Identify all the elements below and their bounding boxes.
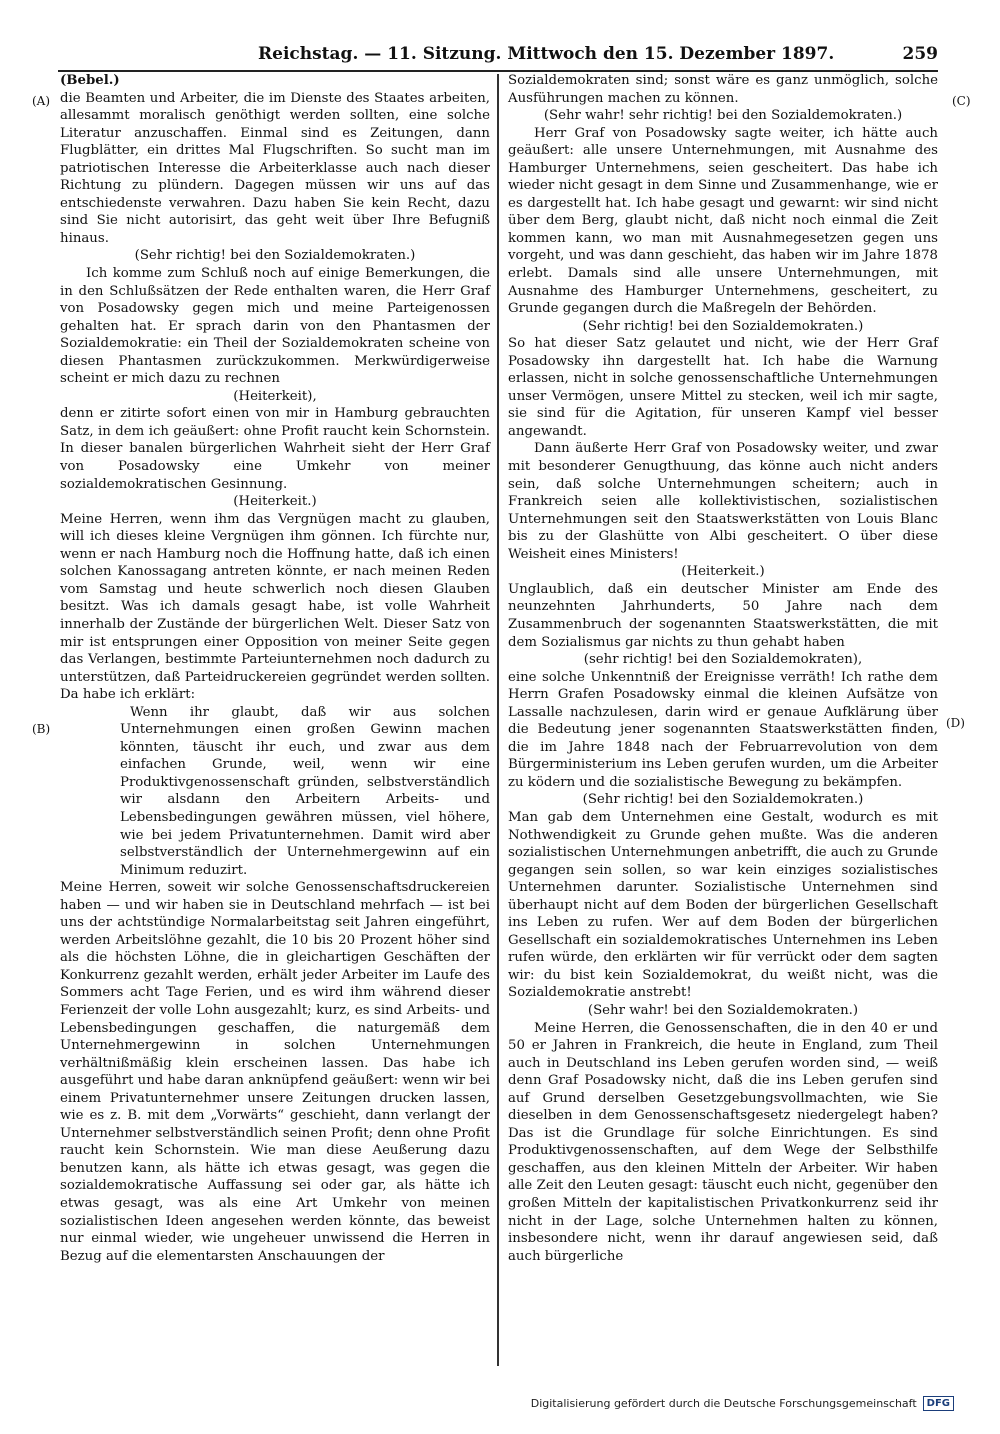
paragraph: Meine Herren, wenn ihm das Vergnügen macht zu glauben, will ich dieses kleine Vergnügen ihm gönnen. Ich fürchte nur, wenn er nach Hamburg noch die Hoffnung hatte, daß ich einen solchen Kanossagang antreten könnte, er nach meinen Reden vom Samstag und heute schwerlich noch diesen Glauben besitzt. Was ich damals gesagt habe, ist volle Wahrheit innerhalb der Zustände der bürgerlichen Welt. Dieser Satz von mir ist entsprungen einer Opposition von meiner Seite gegen das Verlangen, bestimmte Parteiunternehmen noch dadurch zu unterstützen, daß Parteidruckereien gegründet werden sollten. Da habe ich erklärt: (60, 511, 490, 703)
dfg-logo: DFG (923, 1396, 954, 1411)
interjection: (Heiterkeit.) (233, 494, 317, 510)
running-title: Reichstag. — 11. Sitzung. Mittwoch den 15. Dezember 1897. (258, 44, 835, 64)
speaker-name: (Bebel.) (60, 73, 120, 88)
paragraph: So hat dieser Satz gelautet und nicht, wie der Herr Graf Posadowsky ihn dargestellt hat. Ich habe die Warnung erlassen, nicht in solche genossenschaftliche Unternehmungen unser Vermögen, unsere Mittel zu stecken, weil ich mir sagte, sie sind für die Agitation, für unseren Kampf viel besser angewandt. (508, 336, 938, 439)
interjection: (Sehr wahr! bei den Sozialdemokraten.) (587, 1002, 859, 1018)
interjection: (Sehr richtig! bei den Sozialdemokraten.) (582, 318, 864, 334)
margin-marker-a: (A) (32, 94, 51, 108)
paragraph: Meine Herren, soweit wir solche Genossenschaftsdruckereien haben — und wir haben sie in Deutschland mehrfach — ist bei uns der achtstündige Normalarbeitstag seit Jahren eingeführt, werden Arbeitslöhne gezahlt, die 10 bis 20 Prozent höher sind als die höchsten Löhne, die in gleichartigen Geschäften der Konkurrenz gezahlt werden, erhält jeder Arbeiter im Laufe des Sommers acht Tage Ferien, und es wird ihm während dieser Ferienzeit der volle Lohn ausgezahlt; kurz, es sind Arbeits- und Lebensbedingungen geschaffen, die naturgemäß dem Unternehmergewinn in solchen Unternehmungen verhältnißmäßig klein erscheinen lassen. Das habe ich ausgeführt und habe daran anknüpfend geäußert: wenn wir bei einem Privatunternehmer unsere Zeitungen drucken lassen, wie es z. B. mit dem „Vorwärts“ geschieht, dann verlangt der Unternehmer selbstverständlich seinen Profit; denn ohne Profit raucht kein Schornstein. Wie man diese Aeußerung dazu benutzen kann, als hätte ich etwas gesagt, was gegen die sozialdemokratische Auffassung sei oder gar, als hätte ich etwas gesagt, was als eine Art Umkehr von meinen sozialistischen Ideen angesehen werden könnte, das beweist nur einmal wieder, wie ungeheuer unwissend die Herren in Bezug auf die elementarsten Anschauungen der (60, 880, 490, 1264)
interjection: (Sehr richtig! bei den Sozialdemokraten.) (582, 792, 864, 808)
block-quote: Wenn ihr glaubt, daß wir aus solchen Unternehmungen einen großen Gewinn machen könnten, täuscht ihr euch, und zwar aus dem einfachen Grunde, weil, wenn wir eine Produktivgenossenschaft gründen, selbstverständlich wir alsdann den Arbeitern Arbeits- und Lebensbedingungen gewähren müssen, viel höhere, wie bei jedem Privatunternehmen. Damit wird aber selbstverständlich der Unternehmergewinn auf ein Minimum reduzirt. (120, 704, 490, 878)
paragraph: Ich komme zum Schluß noch auf einige Bemerkungen, die in den Schlußsätzen der Rede enthalten waren, die Herr Graf von Posadowsky gegen mich und meine Parteigenossen gehalten hat. Er sprach darin von den Phantasmen der Sozialdemokratie: ein Theil der Sozialdemokraten scheine von diesen Phantasmen zurückzukommen. Merkwürdigerweise scheint er mich dazu zu rechnen (60, 266, 490, 387)
paragraph: Unglaublich, daß ein deutscher Minister am Ende des neunzehnten Jahrhunderts, 50 Jahre nach dem Zusammenbruch der sogenannten Staatswerkstätten, die mit dem Sozialismus gar nichts zu thun gehabt haben (508, 581, 938, 650)
page-header (58, 44, 938, 68)
footer-credit (531, 1396, 954, 1411)
interjection: (Heiterkeit), (233, 388, 317, 404)
interjection: (sehr richtig! bei den Sozialdemokraten), (583, 652, 863, 668)
paragraph: Sozialdemokraten sind; sonst wäre es ganz unmöglich, solche Ausführungen machen zu können. (508, 73, 938, 106)
funding-note: Digitalisierung gefördert durch die Deutsche Forschungsgemeinschaft (530, 1397, 917, 1410)
interjection: (Sehr wahr! sehr richtig! bei den Sozialdemokraten.) (543, 108, 903, 124)
paragraph: Man gab dem Unternehmen eine Gestalt, wodurch es mit Nothwendigkeit zu Grunde gehen mußte. Was die anderen sozialistischen Unternehmungen anbetrifft, die auch zu Grunde gegangen sein sollen, so war kein einziges sozialistisches Unternehmen darunter. Sozialistische Unternehmen sind überhaupt nicht auf dem Boden der bürgerlichen Gesellschaft ins Leben zu rufen. Wer auf dem Boden der bürgerlichen Gesellschaft ein sozialdemokratisches Unternehmen ins Leben rufen würde, den erklärten wir für verrückt oder dem sagten wir: du bist kein Sozialdemokrat, du weißt nicht, was die Sozialdemokratie anstrebt! (508, 809, 938, 1001)
paragraph: Herr Graf von Posadowsky sagte weiter, ich hätte auch geäußert: alle unsere Unternehmungen, mit Ausnahme des Hamburger Unternehmens, seien gescheitert. Das habe ich wieder nicht gesagt in dem Sinne und Zusammenhange, wie er es dargestellt hat. Ich habe gesagt und gewarnt: wir sind nicht über dem Berg, glaubt nicht, daß nicht noch einmal die Zeit kommen kann, wo man mit Ausnahmegesetzen gegen uns vorgeht, und was dann geschieht, das haben wir im Jahre 1878 erlebt. Damals sind alle unsere Unternehmungen, mit Ausnahme des Hamburger Unternehmens, gescheitert, zu Grunde gegangen durch die Maßregeln der Behörden. (508, 125, 938, 317)
interjection: (Heiterkeit.) (681, 564, 765, 580)
interjection: (Sehr richtig! bei den Sozialdemokraten.) (134, 248, 416, 264)
paragraph: eine solche Unkenntniß der Ereignisse verräth! Ich rathe dem Herrn Grafen Posadowsky einmal die kleinen Aufsätze von Lassalle nachzulesen, darin wird er genaue Aufklärung über die Bedeutung jener sogenannten Staatswerkstätten finden, die im Jahre 1848 nach der Februarrevolution von dem Bürgerministerium ins Leben gerufen wurden, um die Arbeiter zu ködern und die sozialistische Bewegung zu bekämpfen. (508, 669, 938, 790)
paragraph: Dann äußerte Herr Graf von Posadowsky weiter, und zwar mit besonderer Genugthuung, das könne auch nicht anders sein, daß solche Unternehmungen scheitern; auch in Frankreich seien alle kollektivistischen, sozialistischen Unternehmungen seit den Staatswerkstätten von Louis Blanc bis zu der Glashütte von Albi gescheitert. O über diese Weisheit eines Ministers! (508, 441, 938, 562)
margin-marker-c: (C) (952, 94, 971, 108)
column-divider (497, 74, 499, 1366)
page-number: 259 (902, 44, 938, 64)
margin-marker-b: (B) (32, 722, 51, 736)
paragraph: denn er zitirte sofort einen von mir in Hamburg gebrauchten Satz, in dem ich geäußert: ohne Profit raucht kein Schornstein. In dieser banalen bürgerlichen Wahrheit sieht der Herr Graf von Posadowsky eine Umkehr von meiner sozialdemokratischen Gesinnung. (60, 406, 490, 492)
paragraph: Meine Herren, die Genossenschaften, die in den 40 er und 50 er Jahren in Frankreich, die heute in England, zum Theil auch in Deutschland ins Leben gerufen worden sind, — weiß denn Graf Posadowsky nicht, daß die ins Leben gerufen sind auf Grund derselben Gesetzgebungsvollmachten, wie Sie dieselben in dem Genossenschaftsgesetz niedergelegt haben? Das ist die Grundlage für solche Einrichtungen. Es sind Produktivgenossenschaften, auf dem Wege der Selbsthilfe geschaffen, aus den kleinen Mitteln der Arbeiter. Wir haben alle Zeit den Leuten gesagt: täuscht euch nicht, gegenüber den großen Mitteln der kapitalistischen Privatkonkurrenz seid ihr nicht in der Lage, solche Unternehmen halten zu können, insbesondere nicht, wenn ihr darauf angewiesen seid, daß auch bürgerliche (508, 1020, 938, 1264)
margin-marker-d: (D) (946, 716, 965, 730)
paragraph: die Beamten und Arbeiter, die im Dienste des Staates arbeiten, allesammt moralisch genöthigt werden sollten, eine solche Literatur anzuschaffen. Einmal sind es Zeitungen, dann Flugblätter, ein drittes Mal Flugschriften. So sucht man im patriotischen Interesse die Arbeiterklasse auch nach dieser Richtung zu plündern. Dagegen müssen wir uns auf das entschiedenste verwahren. Dazu haben Sie kein Recht, dazu sind Sie nicht autorisirt, das geht weit über Ihre Befugniß hinaus. (60, 90, 490, 246)
right-column (508, 72, 938, 1265)
left-column (60, 72, 490, 1265)
